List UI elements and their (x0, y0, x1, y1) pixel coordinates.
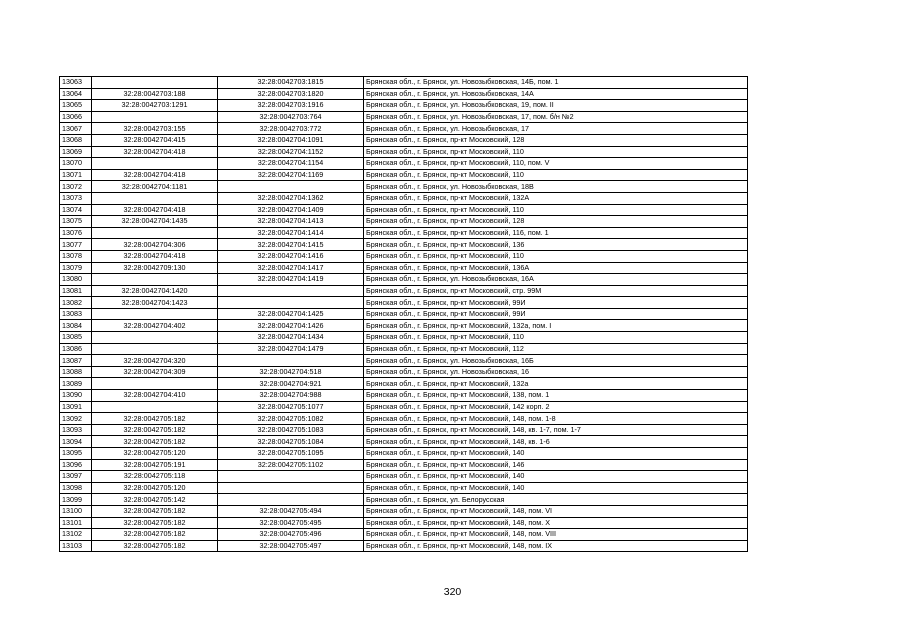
address-cell: Брянская обл., г. Брянск, ул. Новозыбковская, 17 (364, 123, 748, 135)
table-row (60, 505, 748, 517)
cadastral-number-cell: 32:28:0042705:191 (92, 459, 218, 471)
table-row (60, 436, 748, 448)
address-cell: Брянская обл., г. Брянск, пр-кт Московский, 136А (364, 262, 748, 274)
object-cadastral-number-cell: 32:28:0042704:1434 (218, 332, 364, 344)
object-cadastral-number-cell (218, 181, 364, 193)
table-row (60, 308, 748, 320)
cadastral-number-cell: 32:28:0042704:1181 (92, 181, 218, 193)
address-cell: Брянская обл., г. Брянск, пр-кт Московский, 128 (364, 216, 748, 228)
object-cadastral-number-cell: 32:28:0042704:1154 (218, 158, 364, 170)
object-cadastral-number-cell: 32:28:0042705:495 (218, 517, 364, 529)
object-cadastral-number-cell (218, 471, 364, 483)
object-cadastral-number-cell: 32:28:0042705:1084 (218, 436, 364, 448)
cadastral-number-cell (92, 343, 218, 355)
address-cell: Брянская обл., г. Брянск, пр-кт Московский, 148, пом. VIII (364, 529, 748, 541)
table-row (60, 320, 748, 332)
address-cell: Брянская обл., г. Брянск, пр-кт Московский, 148, пом. VI (364, 505, 748, 517)
row-number-cell: 13074 (60, 204, 92, 216)
address-cell: Брянская обл., г. Брянск, пр-кт Московский, 148, пом. 1-8 (364, 413, 748, 425)
table-row (60, 378, 748, 390)
address-cell: Брянская обл., г. Брянск, ул. Новозыбковская, 16 (364, 366, 748, 378)
cadastral-number-cell: 32:28:0042704:418 (92, 146, 218, 158)
row-number-cell: 13096 (60, 459, 92, 471)
row-number-cell: 13078 (60, 250, 92, 262)
registry-table (59, 76, 748, 552)
row-number-cell: 13065 (60, 100, 92, 112)
table-row (60, 216, 748, 228)
object-cadastral-number-cell: 32:28:0042703:1916 (218, 100, 364, 112)
table-row (60, 355, 748, 367)
page-number: 320 (443, 586, 462, 598)
object-cadastral-number-cell (218, 494, 364, 506)
cadastral-number-cell: 32:28:0042705:182 (92, 540, 218, 552)
object-cadastral-number-cell: 32:28:0042704:518 (218, 366, 364, 378)
address-cell: Брянская обл., г. Брянск, ул. Белорусская (364, 494, 748, 506)
table-row (60, 401, 748, 413)
address-cell: Брянская обл., г. Брянск, пр-кт Московский, 132А (364, 192, 748, 204)
object-cadastral-number-cell: 32:28:0042704:1415 (218, 239, 364, 251)
object-cadastral-number-cell: 32:28:0042704:1479 (218, 343, 364, 355)
row-number-cell: 13094 (60, 436, 92, 448)
address-cell: Брянская обл., г. Брянск, пр-кт Московский, 146 (364, 459, 748, 471)
cadastral-number-cell: 32:28:0042709:130 (92, 262, 218, 274)
table-row (60, 482, 748, 494)
object-cadastral-number-cell: 32:28:0042704:1425 (218, 308, 364, 320)
cadastral-number-cell: 32:28:0042704:320 (92, 355, 218, 367)
table-row (60, 494, 748, 506)
row-number-cell: 13097 (60, 471, 92, 483)
object-cadastral-number-cell: 32:28:0042704:1413 (218, 216, 364, 228)
address-cell: Брянская обл., г. Брянск, ул. Новозыбковская, 14Б, пом. 1 (364, 77, 748, 89)
object-cadastral-number-cell: 32:28:0042704:1152 (218, 146, 364, 158)
address-cell: Брянская обл., г. Брянск, пр-кт Московский, стр. 99М (364, 285, 748, 297)
cadastral-number-cell (92, 378, 218, 390)
cadastral-number-cell (92, 77, 218, 89)
cadastral-number-cell: 32:28:0042705:182 (92, 517, 218, 529)
row-number-cell: 13085 (60, 332, 92, 344)
address-cell: Брянская обл., г. Брянск, пр-кт Московский, 132а (364, 378, 748, 390)
cadastral-number-cell: 32:28:0042703:1291 (92, 100, 218, 112)
table-row (60, 169, 748, 181)
address-cell: Брянская обл., г. Брянск, пр-кт Московский, 99И (364, 308, 748, 320)
row-number-cell: 13067 (60, 123, 92, 135)
row-number-cell: 13073 (60, 192, 92, 204)
row-number-cell: 13092 (60, 413, 92, 425)
table-row (60, 77, 748, 89)
object-cadastral-number-cell: 32:28:0042703:1815 (218, 77, 364, 89)
row-number-cell: 13070 (60, 158, 92, 170)
cadastral-number-cell: 32:28:0042705:182 (92, 505, 218, 517)
row-number-cell: 13089 (60, 378, 92, 390)
cadastral-number-cell: 32:28:0042704:1423 (92, 297, 218, 309)
object-cadastral-number-cell: 32:28:0042705:496 (218, 529, 364, 541)
table-row (60, 540, 748, 552)
object-cadastral-number-cell (218, 285, 364, 297)
address-cell: Брянская обл., г. Брянск, пр-кт Московский, 138, пом. 1 (364, 390, 748, 402)
table-row (60, 88, 748, 100)
cadastral-number-cell: 32:28:0042704:402 (92, 320, 218, 332)
address-cell: Брянская обл., г. Брянск, ул. Новозыбковская, 16А (364, 274, 748, 286)
row-number-cell: 13071 (60, 169, 92, 181)
row-number-cell: 13083 (60, 308, 92, 320)
row-number-cell: 13098 (60, 482, 92, 494)
cadastral-number-cell (92, 308, 218, 320)
address-cell: Брянская обл., г. Брянск, ул. Новозыбковская, 16Б (364, 355, 748, 367)
table-row (60, 146, 748, 158)
object-cadastral-number-cell: 32:28:0042704:1426 (218, 320, 364, 332)
table-row (60, 204, 748, 216)
table-row (60, 274, 748, 286)
object-cadastral-number-cell: 32:28:0042705:1082 (218, 413, 364, 425)
cadastral-number-cell: 32:28:0042704:1420 (92, 285, 218, 297)
registry-table-body (60, 77, 748, 552)
cadastral-number-cell (92, 332, 218, 344)
object-cadastral-number-cell: 32:28:0042703:1820 (218, 88, 364, 100)
object-cadastral-number-cell (218, 297, 364, 309)
table-row (60, 366, 748, 378)
address-cell: Брянская обл., г. Брянск, пр-кт Московский, 148, пом. X (364, 517, 748, 529)
table-row (60, 262, 748, 274)
table-row (60, 459, 748, 471)
address-cell: Брянская обл., г. Брянск, пр-кт Московский, 140 (364, 471, 748, 483)
address-cell: Брянская обл., г. Брянск, ул. Новозыбковская, 17, пом. б/н №2 (364, 111, 748, 123)
row-number-cell: 13082 (60, 297, 92, 309)
address-cell: Брянская обл., г. Брянск, пр-кт Московский, 140 (364, 448, 748, 460)
address-cell: Брянская обл., г. Брянск, пр-кт Московский, 110, пом. V (364, 158, 748, 170)
table-row (60, 100, 748, 112)
cadastral-number-cell: 32:28:0042704:1435 (92, 216, 218, 228)
cadastral-number-cell: 32:28:0042705:182 (92, 413, 218, 425)
table-row (60, 158, 748, 170)
row-number-cell: 13090 (60, 390, 92, 402)
row-number-cell: 13093 (60, 424, 92, 436)
cadastral-number-cell: 32:28:0042705:142 (92, 494, 218, 506)
row-number-cell: 13075 (60, 216, 92, 228)
object-cadastral-number-cell: 32:28:0042703:764 (218, 111, 364, 123)
cadastral-number-cell: 32:28:0042704:306 (92, 239, 218, 251)
row-number-cell: 13080 (60, 274, 92, 286)
cadastral-number-cell: 32:28:0042704:309 (92, 366, 218, 378)
address-cell: Брянская обл., г. Брянск, пр-кт Московский, 112 (364, 343, 748, 355)
row-number-cell: 13095 (60, 448, 92, 460)
cadastral-number-cell: 32:28:0042704:415 (92, 134, 218, 146)
address-cell: Брянская обл., г. Брянск, ул. Новозыбковская, 18В (364, 181, 748, 193)
address-cell: Брянская обл., г. Брянск, пр-кт Московский, 116, пом. 1 (364, 227, 748, 239)
row-number-cell: 13100 (60, 505, 92, 517)
table-row (60, 250, 748, 262)
object-cadastral-number-cell (218, 482, 364, 494)
cadastral-number-cell: 32:28:0042705:182 (92, 424, 218, 436)
cadastral-number-cell: 32:28:0042704:410 (92, 390, 218, 402)
cadastral-number-cell: 32:28:0042704:418 (92, 204, 218, 216)
cadastral-number-cell (92, 227, 218, 239)
table-row (60, 192, 748, 204)
table-row (60, 181, 748, 193)
cadastral-number-cell: 32:28:0042705:182 (92, 529, 218, 541)
object-cadastral-number-cell: 32:28:0042704:921 (218, 378, 364, 390)
address-cell: Брянская обл., г. Брянск, ул. Новозыбковская, 19, пом. II (364, 100, 748, 112)
cadastral-number-cell (92, 192, 218, 204)
object-cadastral-number-cell: 32:28:0042704:1417 (218, 262, 364, 274)
table-row (60, 471, 748, 483)
cadastral-number-cell: 32:28:0042704:418 (92, 169, 218, 181)
address-cell: Брянская обл., г. Брянск, пр-кт Московский, 99И (364, 297, 748, 309)
table-row (60, 227, 748, 239)
row-number-cell: 13079 (60, 262, 92, 274)
object-cadastral-number-cell: 32:28:0042704:1362 (218, 192, 364, 204)
table-row (60, 413, 748, 425)
table-row (60, 529, 748, 541)
row-number-cell: 13069 (60, 146, 92, 158)
cadastral-number-cell (92, 274, 218, 286)
cadastral-number-cell: 32:28:0042703:155 (92, 123, 218, 135)
table-row (60, 517, 748, 529)
table-row (60, 111, 748, 123)
address-cell: Брянская обл., г. Брянск, пр-кт Московский, 148, кв. 1-7, пом. 1-7 (364, 424, 748, 436)
table-row (60, 332, 748, 344)
object-cadastral-number-cell: 32:28:0042705:1077 (218, 401, 364, 413)
object-cadastral-number-cell: 32:28:0042705:1102 (218, 459, 364, 471)
address-cell: Брянская обл., г. Брянск, пр-кт Московский, 142 корп. 2 (364, 401, 748, 413)
object-cadastral-number-cell: 32:28:0042705:497 (218, 540, 364, 552)
table-row (60, 285, 748, 297)
object-cadastral-number-cell: 32:28:0042704:1414 (218, 227, 364, 239)
object-cadastral-number-cell: 32:28:0042704:1419 (218, 274, 364, 286)
address-cell: Брянская обл., г. Брянск, пр-кт Московский, 136 (364, 239, 748, 251)
cadastral-number-cell: 32:28:0042705:120 (92, 482, 218, 494)
cadastral-number-cell: 32:28:0042705:120 (92, 448, 218, 460)
object-cadastral-number-cell (218, 355, 364, 367)
row-number-cell: 13066 (60, 111, 92, 123)
object-cadastral-number-cell: 32:28:0042705:1083 (218, 424, 364, 436)
table-row (60, 448, 748, 460)
address-cell: Брянская обл., г. Брянск, пр-кт Московский, 110 (364, 250, 748, 262)
object-cadastral-number-cell: 32:28:0042704:1409 (218, 204, 364, 216)
cadastral-number-cell: 32:28:0042703:188 (92, 88, 218, 100)
row-number-cell: 13072 (60, 181, 92, 193)
address-cell: Брянская обл., г. Брянск, пр-кт Московский, 110 (364, 332, 748, 344)
row-number-cell: 13087 (60, 355, 92, 367)
address-cell: Брянская обл., г. Брянск, ул. Новозыбковская, 14А (364, 88, 748, 100)
row-number-cell: 13101 (60, 517, 92, 529)
object-cadastral-number-cell: 32:28:0042704:1416 (218, 250, 364, 262)
row-number-cell: 13099 (60, 494, 92, 506)
row-number-cell: 13088 (60, 366, 92, 378)
table-row (60, 424, 748, 436)
object-cadastral-number-cell: 32:28:0042703:772 (218, 123, 364, 135)
row-number-cell: 13063 (60, 77, 92, 89)
cadastral-number-cell (92, 401, 218, 413)
cadastral-number-cell (92, 111, 218, 123)
cadastral-number-cell (92, 158, 218, 170)
table-row (60, 239, 748, 251)
row-number-cell: 13103 (60, 540, 92, 552)
object-cadastral-number-cell: 32:28:0042704:1169 (218, 169, 364, 181)
table-row (60, 390, 748, 402)
table-row (60, 297, 748, 309)
row-number-cell: 13068 (60, 134, 92, 146)
address-cell: Брянская обл., г. Брянск, пр-кт Московский, 110 (364, 146, 748, 158)
object-cadastral-number-cell: 32:28:0042704:1091 (218, 134, 364, 146)
table-row (60, 123, 748, 135)
address-cell: Брянская обл., г. Брянск, пр-кт Московский, 128 (364, 134, 748, 146)
row-number-cell: 13064 (60, 88, 92, 100)
row-number-cell: 13091 (60, 401, 92, 413)
object-cadastral-number-cell: 32:28:0042705:494 (218, 505, 364, 517)
row-number-cell: 13081 (60, 285, 92, 297)
address-cell: Брянская обл., г. Брянск, пр-кт Московский, 110 (364, 204, 748, 216)
row-number-cell: 13102 (60, 529, 92, 541)
object-cadastral-number-cell: 32:28:0042704:988 (218, 390, 364, 402)
row-number-cell: 13084 (60, 320, 92, 332)
object-cadastral-number-cell: 32:28:0042705:1095 (218, 448, 364, 460)
row-number-cell: 13077 (60, 239, 92, 251)
address-cell: Брянская обл., г. Брянск, пр-кт Московский, 132а, пом. I (364, 320, 748, 332)
row-number-cell: 13076 (60, 227, 92, 239)
cadastral-number-cell: 32:28:0042705:182 (92, 436, 218, 448)
cadastral-number-cell: 32:28:0042705:118 (92, 471, 218, 483)
row-number-cell: 13086 (60, 343, 92, 355)
table-row (60, 134, 748, 146)
cadastral-number-cell: 32:28:0042704:418 (92, 250, 218, 262)
table-row (60, 343, 748, 355)
address-cell: Брянская обл., г. Брянск, пр-кт Московский, 140 (364, 482, 748, 494)
address-cell: Брянская обл., г. Брянск, пр-кт Московский, 110 (364, 169, 748, 181)
address-cell: Брянская обл., г. Брянск, пр-кт Московский, 148, пом. IX (364, 540, 748, 552)
address-cell: Брянская обл., г. Брянск, пр-кт Московский, 148, кв. 1-6 (364, 436, 748, 448)
